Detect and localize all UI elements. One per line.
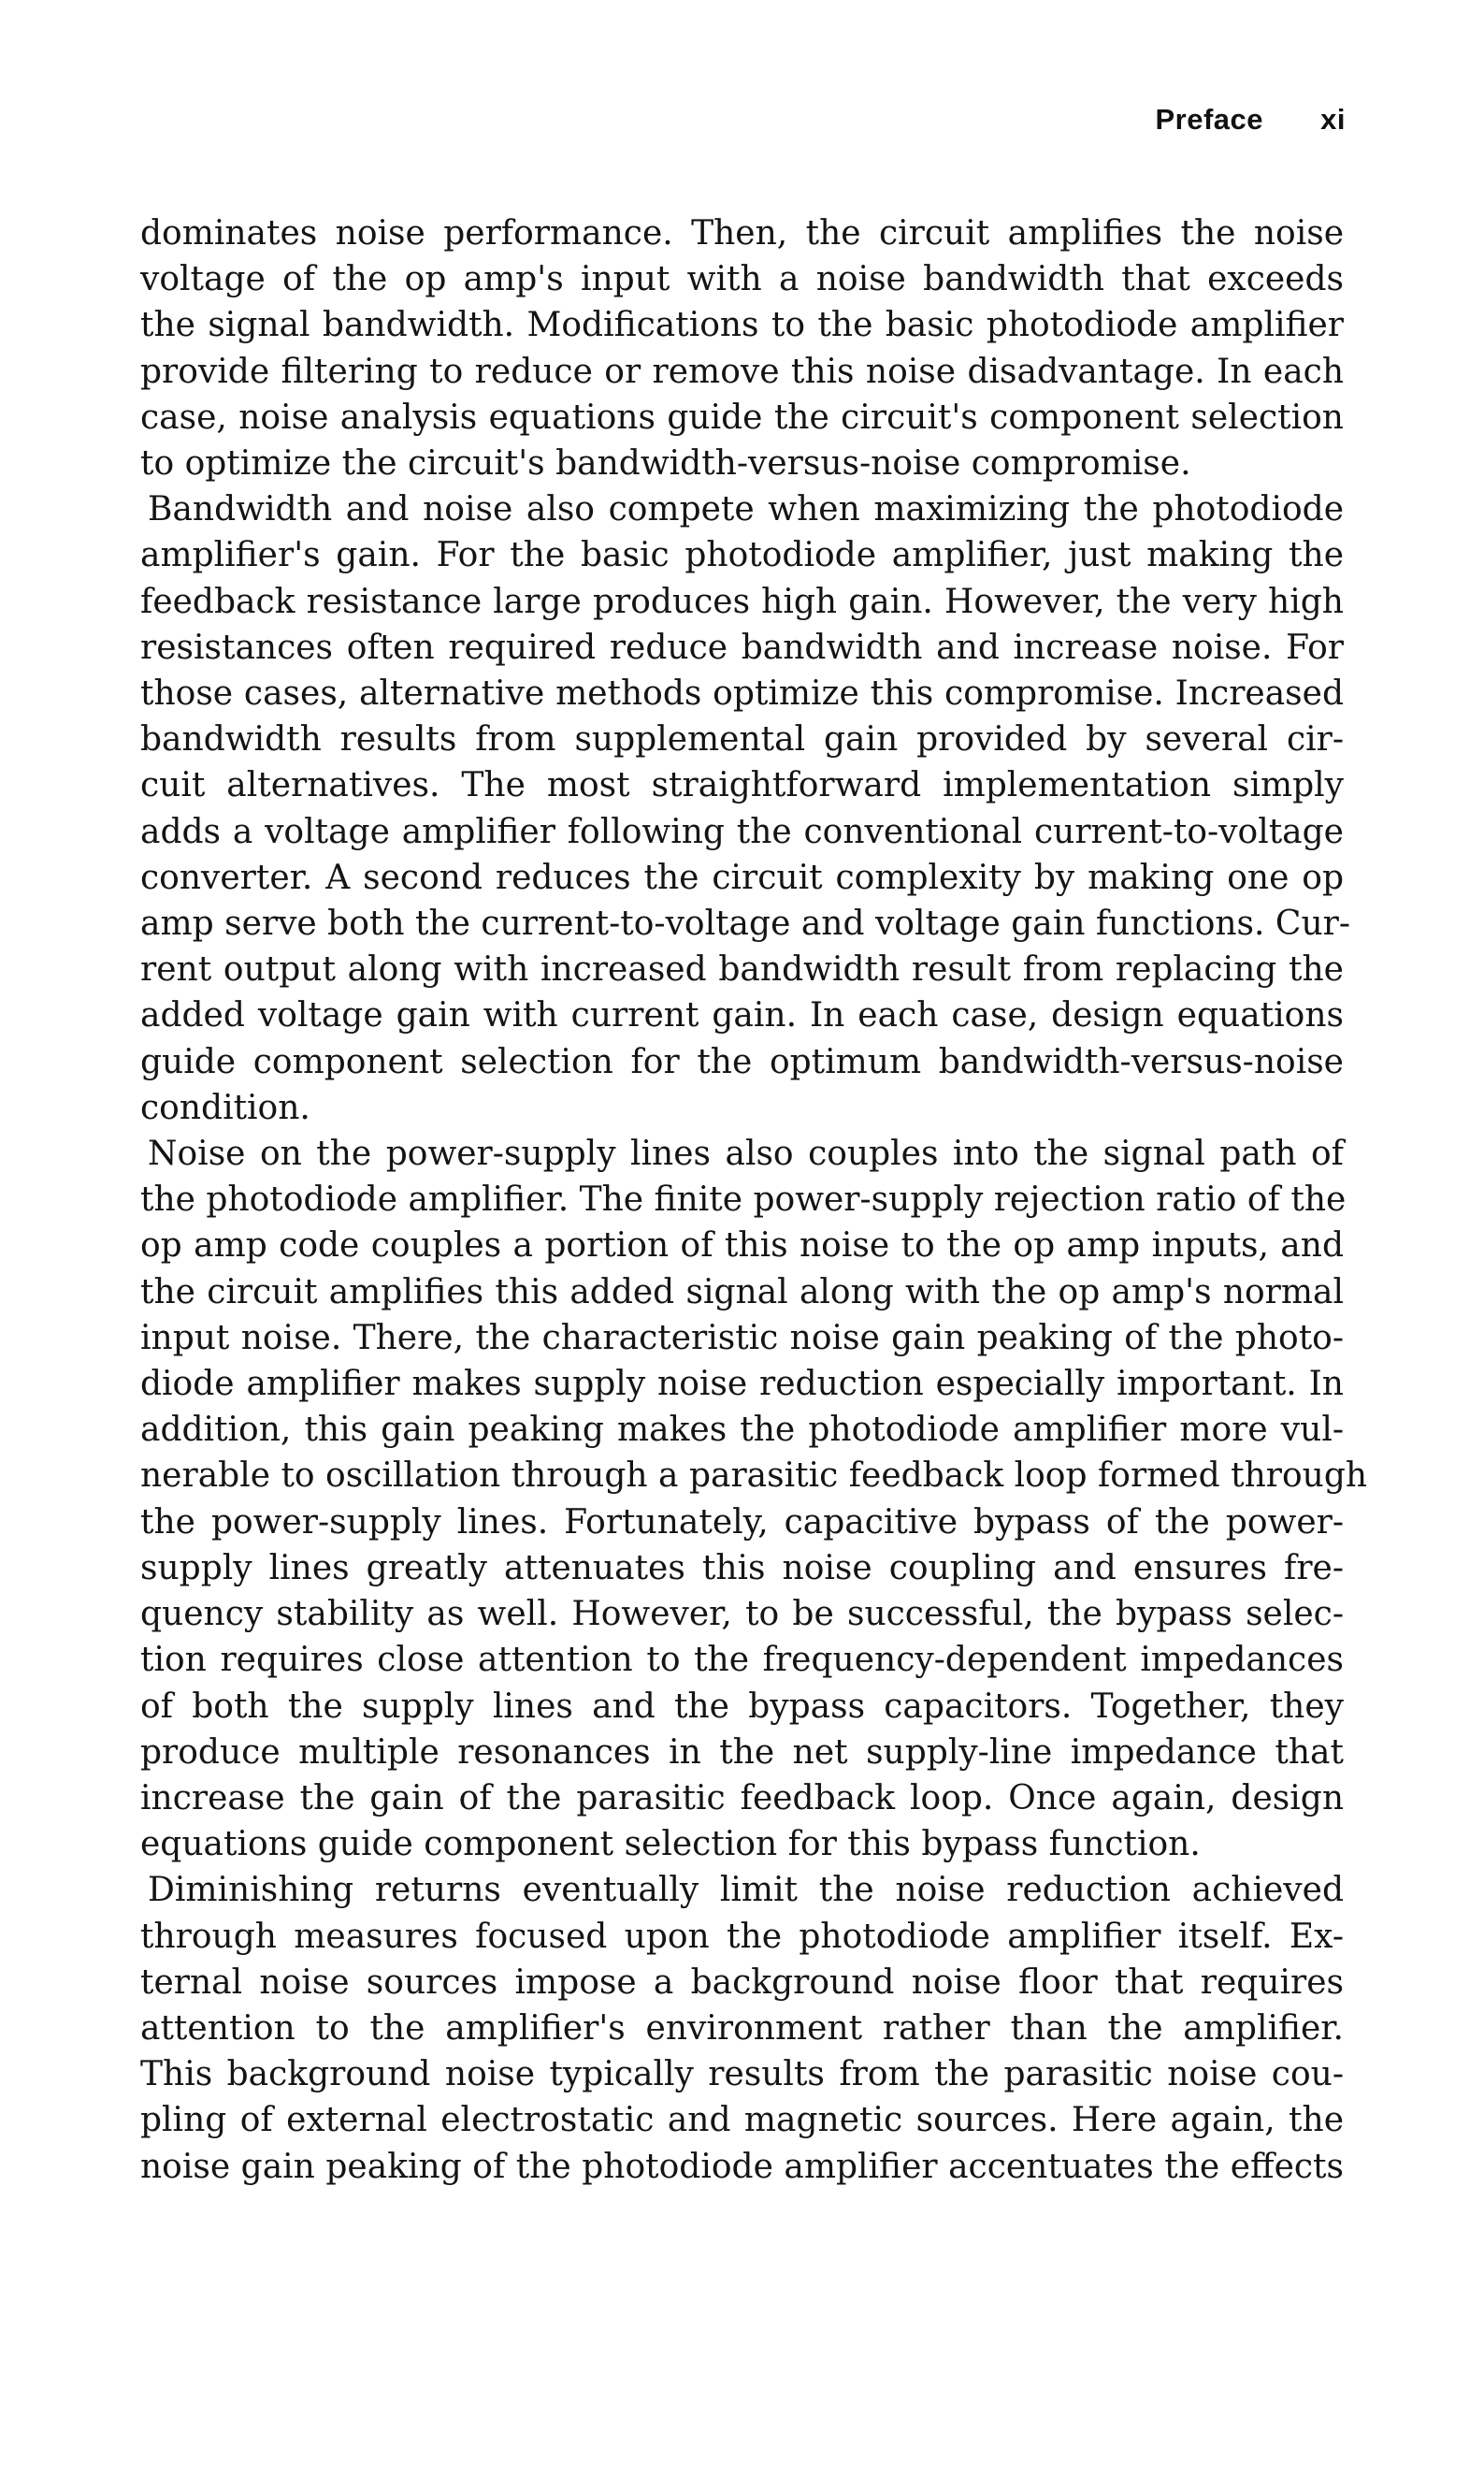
text-line: tion requires close attention to the frequency-dependent impedances bbox=[140, 1641, 1344, 1680]
page-number: xi bbox=[1320, 103, 1346, 136]
text-line: the photodiode amplifier. The finite power-supply rejection ratio of the bbox=[140, 1180, 1347, 1220]
text-line: amp serve both the current-to-voltage and voltage gain functions. Cur- bbox=[140, 905, 1351, 944]
text-line: Bandwidth and noise also compete when maximizing the photodiode bbox=[148, 490, 1344, 529]
text-line: through measures focused upon the photodiode amplifier itself. Ex- bbox=[140, 1917, 1344, 1956]
text-line: equations guide component selection for this bypass function. bbox=[140, 1825, 1201, 1864]
running-head bbox=[1155, 103, 1346, 137]
text-line: resistances often required reduce bandwidth and increase noise. For bbox=[140, 628, 1344, 667]
text-line: cuit alternatives. The most straightforward implementation simply bbox=[140, 766, 1344, 805]
text-line: adds a voltage amplifier following the conventional current-to-voltage bbox=[140, 812, 1344, 851]
text-line: pling of external electrostatic and magnetic sources. Here again, the bbox=[140, 2101, 1344, 2140]
text-line: increase the gain of the parasitic feedback loop. Once again, design bbox=[140, 1778, 1344, 1817]
text-line: amplifier's gain. For the basic photodiode amplifier, just making the bbox=[140, 536, 1344, 575]
text-line: noise gain peaking of the photodiode amplifier accentuates the effects bbox=[140, 2147, 1344, 2186]
text-line: input noise. There, the characteristic noise gain peaking of the photo- bbox=[140, 1318, 1344, 1357]
text-line: the circuit amplifies this added signal along with the op amp's normal bbox=[140, 1272, 1344, 1311]
text-line: addition, this gain peaking makes the photodiode amplifier more vul- bbox=[140, 1411, 1344, 1450]
text-line: diode amplifier makes supply noise reduction especially important. In bbox=[140, 1365, 1344, 1404]
text-line: produce multiple resonances in the net supply-line impedance that bbox=[140, 1732, 1344, 1772]
text-line: quency stability as well. However, to be successful, the bypass selec- bbox=[140, 1595, 1344, 1634]
text-line: ternal noise sources impose a background noise floor that requires bbox=[140, 1962, 1344, 2002]
text-line: to optimize the circuit's bandwidth-versus-noise compromise. bbox=[140, 444, 1191, 484]
text-line: the power-supply lines. Fortunately, capacitive bypass of the power- bbox=[140, 1502, 1344, 1542]
text-line: case, noise analysis equations guide the circuit's component selection bbox=[140, 398, 1344, 437]
paragraph bbox=[140, 486, 1351, 1131]
text-line: condition. bbox=[140, 1088, 310, 1127]
text-line: This background noise typically results from the parasitic noise cou- bbox=[140, 2055, 1344, 2094]
text-line: voltage of the op amp's input with a noise bandwidth that exceeds bbox=[140, 260, 1344, 299]
text-line: supply lines greatly attenuates this noise coupling and ensures fre- bbox=[140, 1548, 1344, 1587]
text-line: those cases, alternative methods optimize this compromise. Increased bbox=[140, 674, 1344, 714]
text-line: of both the supply lines and the bypass capacitors. Together, they bbox=[140, 1687, 1344, 1726]
body-text bbox=[140, 210, 1368, 2190]
text-line: dominates noise performance. Then, the circuit amplifies the noise bbox=[140, 214, 1344, 253]
running-head-title: Preface bbox=[1155, 103, 1264, 136]
text-line: nerable to oscillation through a parasitic feedback loop formed through bbox=[140, 1456, 1368, 1496]
text-line: Diminishing returns eventually limit the noise reduction achieved bbox=[148, 1871, 1344, 1910]
text-line: Noise on the power-supply lines also couples into the signal path of bbox=[148, 1135, 1344, 1174]
text-line: provide filtering to reduce or remove this noise disadvantage. In each bbox=[140, 352, 1344, 391]
text-line: feedback resistance large produces high gain. However, the very high bbox=[140, 582, 1344, 621]
text-line: guide component selection for the optimum bandwidth-versus-noise bbox=[140, 1042, 1344, 1081]
paragraph bbox=[140, 210, 1344, 486]
paragraph bbox=[140, 1131, 1368, 1867]
text-line: converter. A second reduces the circuit complexity by making one op bbox=[140, 858, 1344, 897]
text-line: the signal bandwidth. Modifications to the basic photodiode amplifier bbox=[140, 306, 1344, 345]
text-line: op amp code couples a portion of this noise to the op amp inputs, and bbox=[140, 1226, 1344, 1266]
text-line: added voltage gain with current gain. In each case, design equations bbox=[140, 996, 1344, 1035]
text-line: attention to the amplifier's environment rather than the amplifier. bbox=[140, 2008, 1344, 2048]
text-line: rent output along with increased bandwidth result from replacing the bbox=[140, 950, 1344, 990]
paragraph bbox=[140, 1867, 1344, 2189]
text-line: bandwidth results from supplemental gain provided by several cir- bbox=[140, 720, 1344, 760]
